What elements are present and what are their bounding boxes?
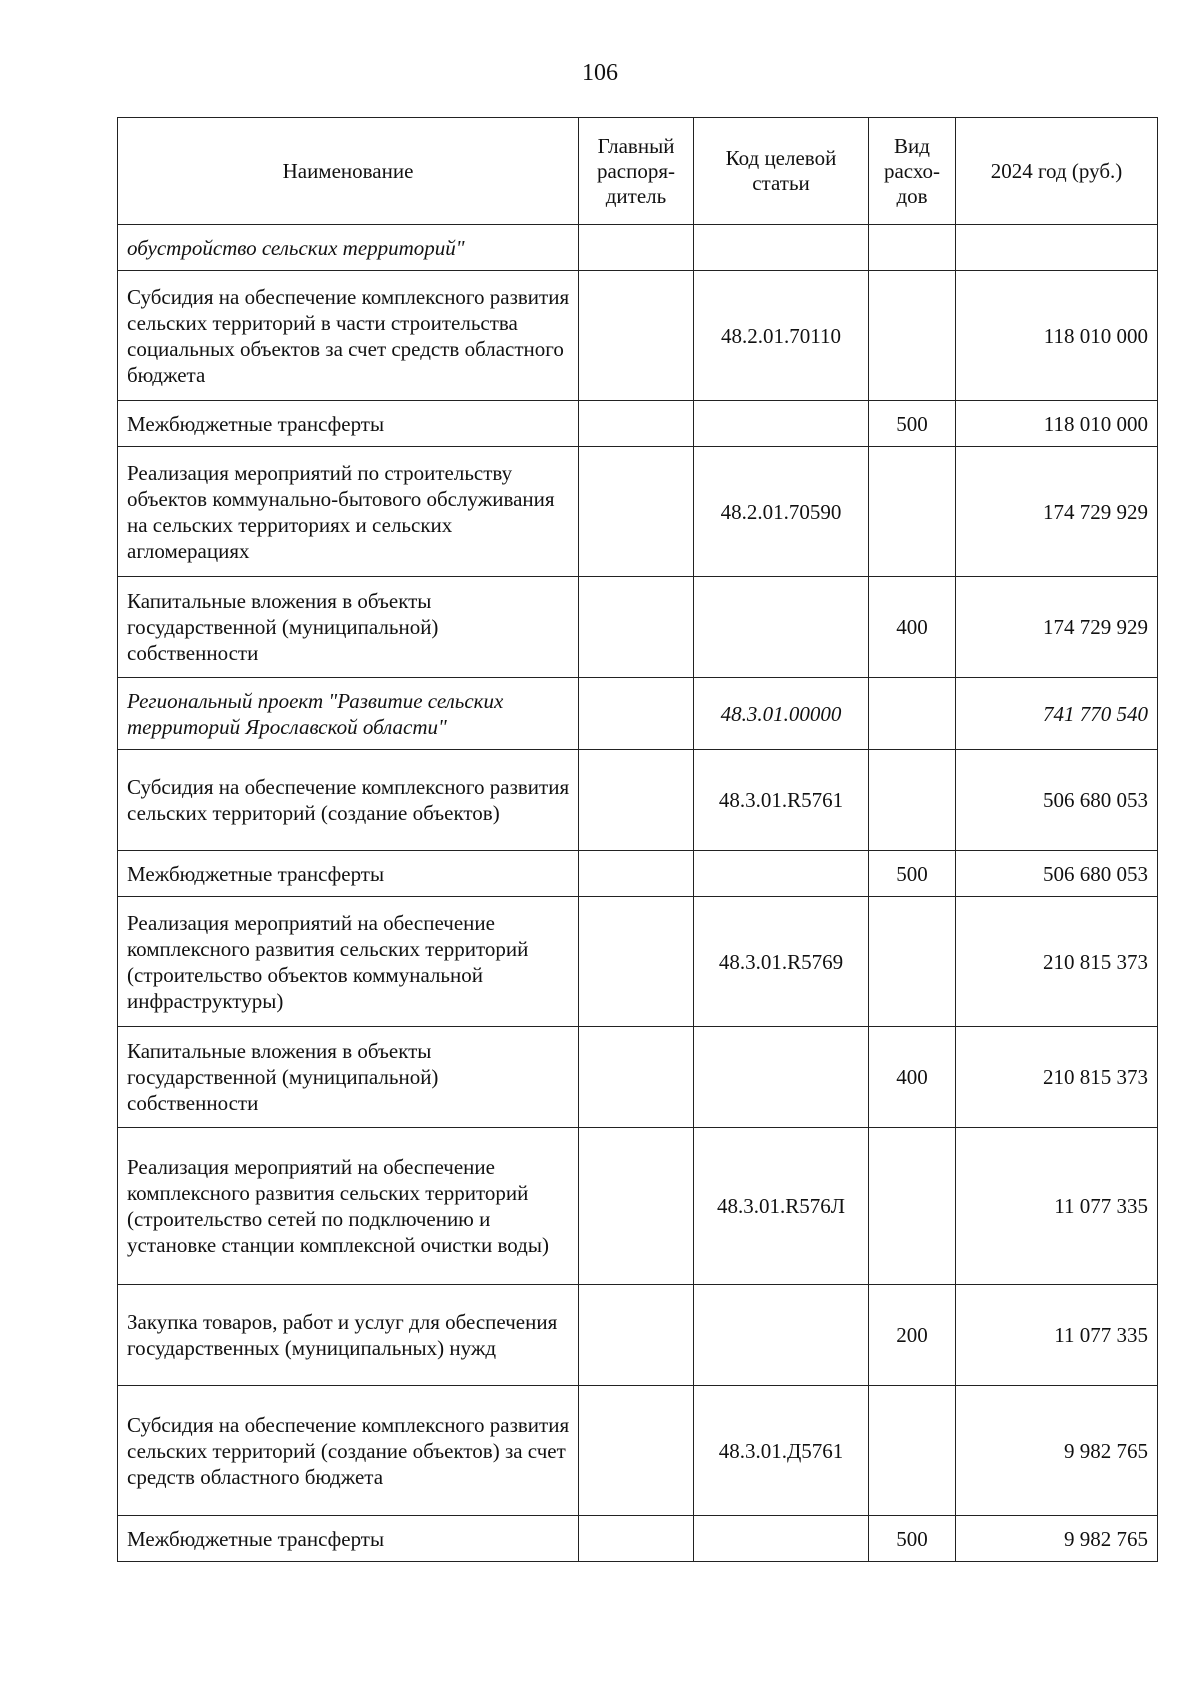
cell-manager — [579, 447, 694, 577]
table-header-row — [118, 118, 1158, 225]
cell-name: Капитальные вложения в объекты государственной (муниципальной) собственности — [118, 577, 579, 678]
cell-amount: 118 010 000 — [956, 271, 1158, 401]
cell-kind — [869, 1128, 956, 1285]
cell-kind — [869, 897, 956, 1027]
table-row — [118, 851, 1158, 897]
budget-table — [117, 117, 1158, 1562]
cell-code — [694, 851, 869, 897]
cell-code — [694, 401, 869, 447]
cell-manager — [579, 851, 694, 897]
cell-name: Реализация мероприятий на обеспечение комплексного развития сельских территорий (строительство сетей по подключению и установке станции комплексной очистки воды) — [118, 1128, 579, 1285]
cell-name: Реализация мероприятий по строительству объектов коммунально-бытового обслуживания на сельских территориях и сельских агломерациях — [118, 447, 579, 577]
cell-kind — [869, 1386, 956, 1516]
cell-manager — [579, 1285, 694, 1386]
cell-code: 48.3.01.R5769 — [694, 897, 869, 1027]
cell-kind: 500 — [869, 851, 956, 897]
cell-name: Субсидия на обеспечение комплексного развития сельских территорий (создание объектов) за счет средств областного бюджета — [118, 1386, 579, 1516]
cell-amount: 506 680 053 — [956, 851, 1158, 897]
cell-name: Субсидия на обеспечение комплексного развития сельских территорий в части строительства социальных объектов за счет средств областного бюджета — [118, 271, 579, 401]
cell-amount: 210 815 373 — [956, 897, 1158, 1027]
table-row — [118, 577, 1158, 678]
cell-amount: 174 729 929 — [956, 447, 1158, 577]
cell-code: 48.3.01.Д5761 — [694, 1386, 869, 1516]
cell-amount: 11 077 335 — [956, 1128, 1158, 1285]
cell-code: 48.3.01.R576Л — [694, 1128, 869, 1285]
cell-amount: 506 680 053 — [956, 750, 1158, 851]
cell-manager — [579, 750, 694, 851]
cell-code — [694, 225, 869, 271]
header-expense-type: Вид расхо-дов — [869, 118, 956, 225]
cell-manager — [579, 1516, 694, 1562]
cell-amount: 118 010 000 — [956, 401, 1158, 447]
table-row — [118, 1027, 1158, 1128]
cell-manager — [579, 1386, 694, 1516]
cell-manager — [579, 225, 694, 271]
cell-code: 48.2.01.70590 — [694, 447, 869, 577]
cell-manager — [579, 678, 694, 750]
table-row — [118, 750, 1158, 851]
table-row — [118, 1516, 1158, 1562]
cell-kind — [869, 750, 956, 851]
table-row — [118, 271, 1158, 401]
cell-manager — [579, 401, 694, 447]
cell-amount: 9 982 765 — [956, 1386, 1158, 1516]
table-row — [118, 447, 1158, 577]
cell-name: Закупка товаров, работ и услуг для обеспечения государственных (муниципальных) нужд — [118, 1285, 579, 1386]
cell-name: Межбюджетные трансферты — [118, 401, 579, 447]
cell-code — [694, 1285, 869, 1386]
cell-manager — [579, 577, 694, 678]
cell-code — [694, 1027, 869, 1128]
cell-kind — [869, 678, 956, 750]
cell-kind: 200 — [869, 1285, 956, 1386]
table-row — [118, 1386, 1158, 1516]
header-manager: Главный распоря-дитель — [579, 118, 694, 225]
cell-kind — [869, 271, 956, 401]
table-row — [118, 897, 1158, 1027]
cell-name: Межбюджетные трансферты — [118, 1516, 579, 1562]
cell-code — [694, 577, 869, 678]
cell-kind: 500 — [869, 1516, 956, 1562]
cell-name: Региональный проект "Развитие сельских территорий Ярославской области" — [118, 678, 579, 750]
cell-name: Капитальные вложения в объекты государственной (муниципальной) собственности — [118, 1027, 579, 1128]
table-row — [118, 678, 1158, 750]
page-number: 106 — [582, 60, 618, 86]
cell-code: 48.2.01.70110 — [694, 271, 869, 401]
cell-amount — [956, 225, 1158, 271]
cell-code — [694, 1516, 869, 1562]
cell-kind: 400 — [869, 1027, 956, 1128]
cell-name: Реализация мероприятий на обеспечение комплексного развития сельских территорий (строительство объектов коммунальной инфраструктуры) — [118, 897, 579, 1027]
cell-amount: 9 982 765 — [956, 1516, 1158, 1562]
header-target-code: Код целевой статьи — [694, 118, 869, 225]
header-year-2024: 2024 год (руб.) — [956, 118, 1158, 225]
cell-kind — [869, 225, 956, 271]
cell-kind — [869, 447, 956, 577]
cell-manager — [579, 897, 694, 1027]
cell-kind: 500 — [869, 401, 956, 447]
cell-manager — [579, 271, 694, 401]
cell-amount: 174 729 929 — [956, 577, 1158, 678]
cell-amount: 741 770 540 — [956, 678, 1158, 750]
cell-amount: 11 077 335 — [956, 1285, 1158, 1386]
header-name: Наименование — [118, 118, 579, 225]
cell-manager — [579, 1128, 694, 1285]
cell-name: Межбюджетные трансферты — [118, 851, 579, 897]
table-row — [118, 1285, 1158, 1386]
cell-manager — [579, 1027, 694, 1128]
cell-kind: 400 — [869, 577, 956, 678]
table-row — [118, 225, 1158, 271]
cell-amount: 210 815 373 — [956, 1027, 1158, 1128]
cell-name: Субсидия на обеспечение комплексного развития сельских территорий (создание объектов) — [118, 750, 579, 851]
table-row — [118, 401, 1158, 447]
cell-name: обустройство сельских территорий" — [118, 225, 579, 271]
cell-code: 48.3.01.00000 — [694, 678, 869, 750]
table-row — [118, 1128, 1158, 1285]
cell-code: 48.3.01.R5761 — [694, 750, 869, 851]
